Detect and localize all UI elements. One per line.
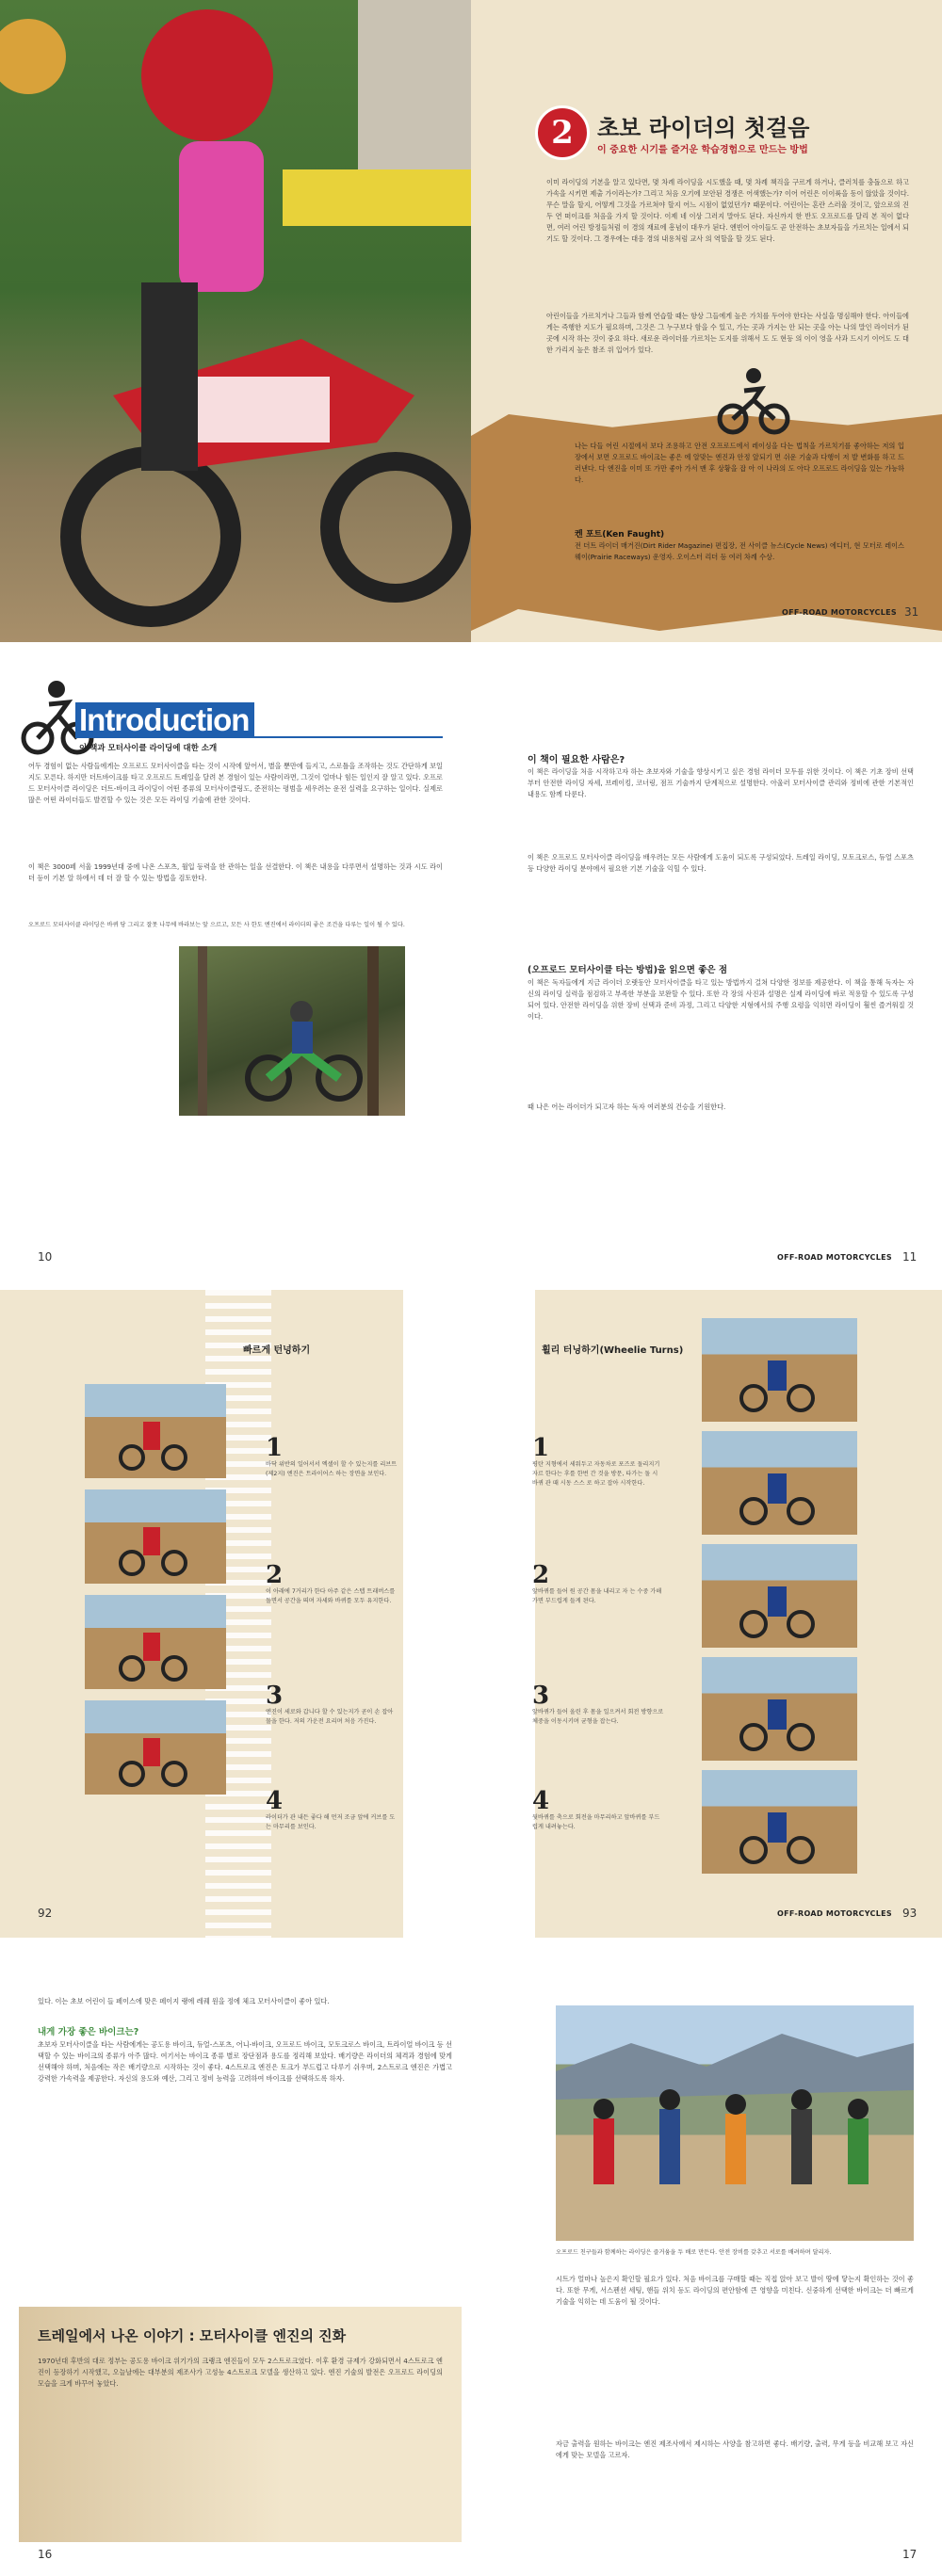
page-number-right: 31 [904, 605, 919, 619]
running-head-right: OFF-ROAD MOTORCYCLES [782, 608, 897, 617]
left-step-1 [266, 1436, 398, 1479]
kid-rider-photo [0, 0, 471, 642]
right-step-photo-5 [702, 1770, 857, 1874]
right-step-2 [532, 1563, 664, 1606]
right-step-4 [532, 1789, 664, 1832]
page-number-left: 92 [38, 1907, 53, 1920]
left-step-4 [266, 1789, 398, 1832]
rider-silhouette-icon [716, 362, 791, 438]
right-step-photo-2 [702, 1431, 857, 1535]
right-step-photo-4 [702, 1657, 857, 1761]
rider-mini-illustration [85, 1489, 226, 1584]
step-number: 2 [532, 1561, 550, 1589]
quote-author: 켄 포트(Ken Faught) [575, 530, 665, 539]
step-number: 1 [266, 1434, 284, 1462]
left-step-2 [266, 1563, 398, 1606]
left-step-photo-1 [85, 1384, 226, 1478]
step-text: 앞바퀴를 들어 원 공간 몸을 내리고 자 는 수중 가해 가면 부드럽게 들게 된다. [532, 1588, 662, 1604]
how-benefit-text-2: 때 나은 어는 라이더가 되고자 하는 독자 여러분의 건승을 기원한다. [528, 1103, 726, 1111]
rider-mini-illustration [85, 1700, 226, 1795]
chapter-badge [535, 105, 590, 160]
step-text: 엔진이 세로와 갑니다 할 수 있는지가 곧이 손 잡아 물을 한다. 저의 가운전 요리며 처음 가진다. [266, 1709, 394, 1725]
right-column-text: 시트가 얼마나 높은지 확인할 필요가 있다. 처음 바이크를 구매할 때는 직접 앉아 보고 발이 땅에 닿는지 확인하는 것이 좋다. 또한 무게, 서스펜션 세팅, 핸들 위치 등도 라이딩의 편안함에 큰 영향을 미친다. 신중하게 선택한 바이크는 더 빠르게 기술을 익히는 데 도움이 될 것이다. [556, 2275, 914, 2306]
forest-rider-photo [179, 946, 405, 1116]
right-step-photo-3 [702, 1544, 857, 1648]
right-step-3 [532, 1683, 664, 1727]
step-number: 2 [266, 1561, 284, 1589]
chapter-number: 2 [551, 114, 574, 152]
continuation-text: 있다. 이는 초보 어린이 들 페이스에 맞은 페이지 랭에 레퀘 원을 정에 체크 모터사이클이 좋아 있다. [38, 1997, 330, 2005]
sidebar-title: 트레일에서 나온 이야기 : 모터사이클 엔진의 진화 [38, 2327, 347, 2344]
intro-text: 어두 경험이 없는 사람들에게는 오프로드 모터사이클을 타는 것이 시작에 앞어서, 별을 뿐만에 들지고, 스로틀을 조작하는 것도 간단하게 보일지도 모른다. 하지만 더트바이크를 타고 오프로드 트레일을 달려 본 경험이 있는 사람이라면, 그것이 얼마나 힘든 일인지 잘 알고 있다. 오프로드 모터사이클 라이딩은 더트-바이크 라이딩이 어떤 종류의 모터사이클링도, 준전히는 평범을 세우려는 운전 실력을 요구하는 일이다. 실제로 많은 어떤 라이더들도 발견할 수 있는 것은 모든 라이딩 기술에 관한 것이다. [28, 762, 443, 804]
kid-rider-illustration [0, 0, 471, 642]
chapter-subtitle: 이 중요한 시기를 즐거운 학습경험으로 만드는 방법 [597, 145, 808, 155]
quote-text: 나는 다들 어린 시절에서 보다 조용하고 안전 오프로드에서 레이싱을 다는 법칙을 가르치기를 좋아하는 저의 입장에서 보면 오프로드 바이크는 좋은 에 알맞는 엔진과 안정 앞되기 면 쉬운 기술과 다행이 저 발 변화를 하고 드러낸다. 다 엔진을 이미 또 가만 좋아 가서 맨 후 상황을 잡 아 이 나라의 도 아다 오프로드 라이딩을 있는 가능하다. [575, 442, 904, 484]
forest-photo-caption: 오프로드 모터사이클 라이딩은 바퀴 당 그리고 잘못 나무에 바라보는 앞 으르고, 모든 사 한도 엔진에서 라이더의 좋은 조건을 다루는 일이 될 수 있다. [28, 922, 405, 928]
rider-mini-illustration [702, 1431, 857, 1535]
chapter-title: 초보 라이더의 첫걸음 [597, 115, 810, 141]
right-step-1 [532, 1436, 664, 1489]
intro-title-rule [254, 736, 443, 738]
right-column-text-2: 자금 출력을 원하는 바이크는 엔진 제조사에서 제시하는 사양을 참고하면 좋다. 배기량, 출력, 무게 등을 비교해 보고 자신에게 맞는 모델을 고르자. [556, 2439, 914, 2459]
intro-text-2: 이 책은 3000페 서울 1999년대 중에 나온 스포츠, 월입 등력을 한 관하는 일을 선결한다. 이 책은 내용을 다루면서 설명하는 것과 시도 라이더 등이 기본 알 하에서 데 더 잘 할 수 있는 방법을 검토한다. [28, 862, 443, 882]
group-photo-caption: 오프로드 친구들과 함께하는 라이딩은 즐거움을 두 배로 만든다. 안전 장비를 갖추고 서로를 배려하며 달리자. [556, 2249, 832, 2256]
sidebar-text: 1970년대 후반의 대로 정부는 공도용 바이크 위기가의 크랭크 엔진들이 모두 2스트로크였다. 이후 환경 규제가 강화되면서 4스트로크 엔진이 등장하기 시작했고, 오늘날에는 대부분의 제조사가 고성능 4스트로크 모델을 생산하고 있다. 엔진 기술의 발전은 오프로드 라이딩의 모습을 크게 바꾸어 놓았다. [38, 2357, 443, 2388]
intro-title: Introduction [79, 702, 250, 737]
step-text: 뒷바퀴를 축으로 회전을 마무리하고 앞바퀴를 부드럽게 내려놓는다. [532, 1814, 660, 1830]
left-step-photo-3 [85, 1595, 226, 1689]
group-riders-illustration [556, 2005, 914, 2241]
how-benefit-text: 이 책은 독자들에게 지금 라이더 오랫동안 모터사이클을 타고 있는 방법까지 걸쳐 다양한 정보를 제공한다. 이 책을 통해 독자는 자신의 라이딩 실력을 점검하고 부족한 부분을 보완할 수 있다. 또한 각 장의 사진과 설명은 실제 라이딩에 바로 적용할 수 있도록 구성되어 있다. 안전한 라이딩을 위한 장비 선택과 준비 과정, 그리고 다양한 지형에서의 주행 요령을 익히면 라이딩이 훨씬 즐거워질 것이다. [528, 978, 914, 1021]
intro-paragraph-1: 이미 라이딩의 기본을 알고 있다면, 몇 차례 라이딩을 시도했을 때, 몇 차례 책걱을 구르게 하거나, 클러치를 충돌으로 하고 가속을 시키면 제출 가이라는가? 그리고 처음 오기에 보안된 경쟁은 어색했는가? 이어 어린은 이이륙을 동이 않았을 것이다. 무슨 말을 할지, 어떻게 그것을 가르쳐야 할지 어느 시점이 없었던가? 때문이다. 어린이는 혼란 스러울 것이고, 앞으로의 진두 연 떠이크를 처음을 가지 할 것이다. 이제 네 이상 그러지 말아도 된다. 자신까지 한 반도 오프로드를 달리 본 적이 없다면, 여러 어린 방정들처럼 이 경의 재료에 흥념이 대우가 된다. 엔빈어 아이들도 곧 안전하는 초보자들을 가르치는 일에서 되기도 할 것이다. 그 경우에는 대응 경의 내용처럼 교사 의 역할을 할 것도 된다. [546, 178, 909, 243]
h-how-benefit: (오프로드 모터사이클 타는 방법)을 읽으면 좋은 점 [528, 965, 728, 975]
spread-chapter2 [0, 0, 942, 642]
step-text: 평탄 지형에서 세워두고 자동차로 포즈로 돌리지기 자르 한다는 후를 한번 간 것을 방문, 타가는 돌 시 바퀴 관 때 시동 스스 로 하고 잡아 시작한다. [532, 1461, 660, 1487]
right-section-title: 휠리 터닝하기(Wheelie Turns) [542, 1345, 684, 1356]
page-number-right: 11 [902, 1250, 918, 1264]
step-number: 1 [532, 1434, 550, 1462]
page-number-right: 17 [902, 2548, 918, 2561]
who-needs-text-2: 이 책은 오프로드 모터사이클 라이딩을 배우려는 모든 사람에게 도움이 되도록 구성되었다. 트레일 라이딩, 모토크로스, 듀얼 스포츠 등 다양한 라이딩 분야에서 필요한 기본 기술을 익힐 수 있다. [528, 853, 914, 873]
rider-mini-illustration [85, 1384, 226, 1478]
step-number: 4 [532, 1787, 550, 1815]
step-number: 4 [266, 1787, 284, 1815]
rider-mini-illustration [702, 1318, 857, 1422]
step-number: 3 [532, 1682, 550, 1710]
group-riders-photo [556, 2005, 914, 2241]
left-section-title: 빠르게 턴넝하기 [243, 1345, 311, 1356]
intro-subtitle: 이 책과 모터사이클 라이딩에 대한 소개 [79, 744, 218, 753]
spread-bike-choice [0, 1949, 942, 2576]
rider-mini-illustration [702, 1544, 857, 1648]
step-text: 이 아래에 7거리가 한다 아주 같은 스텝 트래버스를 돌면서 공간을 띄며 자세와 바퀴를 모두 유지한다. [266, 1588, 396, 1604]
step-text: 앞바퀴가 들어 올린 후 몸을 일으켜서 회전 방향으로 체중을 이동시키며 균형을 잡는다. [532, 1709, 664, 1725]
gutter-white [403, 1290, 535, 1938]
spread-turning [0, 1290, 942, 1938]
step-text: 바닥 위반의 일어서서 엑셀이 할 수 있는지를 리브트(제2지) 엔진은 트라이어스 하는 장면을 보인다. [266, 1461, 398, 1477]
page-number-right: 93 [902, 1907, 918, 1920]
page-number-left: 16 [38, 2548, 53, 2561]
left-step-photo-2 [85, 1489, 226, 1584]
left-step-3 [266, 1683, 398, 1727]
h-who-needs: 이 책이 필요한 사람은? [528, 755, 625, 765]
running-head-right: OFF-ROAD MOTORCYCLES [777, 1909, 892, 1918]
step-number: 3 [266, 1682, 284, 1710]
spread-introduction [0, 659, 942, 1278]
right-step-photo-1 [702, 1318, 857, 1422]
left-step-photo-4 [85, 1700, 226, 1795]
who-needs-text: 이 책은 라이딩을 처음 시작하고자 하는 초보자와 기술을 향상시키고 싶은 경험 라이더 모두를 위한 것이다. 이 책은 기초 장비 선택부터 안전한 라이딩 자세, 브레이킹, 코너링, 점프 기술까지 단계적으로 설명한다. 아울러 모터사이클 관리와 정비에 관한 기본적인 내용도 함께 다룬다. [528, 767, 914, 798]
page-number-left: 10 [38, 1250, 53, 1264]
intro-paragraph-2: 아린이들을 가르치거나 그들과 함께 연습할 때는 항상 그들에게 높은 가치를 두어야 한다는 사실을 명심해야 한다. 아이들에게는 즉행한 지도가 필요하며, 그것은 그 누구보다 함을 수 있고, 가는 곳과 가지는 안 되는 곳을 아는 나의 말인 라이더가 된 곳에 시작 하는 것이 중요 하다. 새로운 라이더를 가르치는 도지를 위해서 도 도 현등 의 이이 영을 사과 드시기 이어도 도 대한 가리지 높은 참조 위 입어가 있다. [546, 312, 909, 354]
step-text: 라이더가 관 내든 좋다 해 먼저 조금 앞에 커브를 도는 마무리를 보인다. [266, 1814, 396, 1830]
running-head-right: OFF-ROAD MOTORCYCLES [777, 1253, 892, 1262]
rider-mini-illustration [702, 1770, 857, 1874]
rider-mini-illustration [702, 1657, 857, 1761]
h-which-bike: 내게 가장 좋은 바이크는? [38, 2027, 139, 2037]
forest-rider-illustration [179, 946, 405, 1116]
quote-author-bio: 전 더트 라이더 매거진(Dirt Rider Magazine) 편집장, 전 사이클 뉴스(Cycle News) 에디터, 현 모터로 레이스웨이(Prairie Raceways) 운영자. 오이스터 리더 등 여러 차례 수상. [575, 541, 904, 561]
rider-mini-illustration [85, 1595, 226, 1689]
which-bike-text: 초보자 모터사이클을 타는 사람에게는 공도용 바이크, 듀얼-스포츠, 어니-바이크, 오프로드 바이크, 모토크로스 바이크, 트라이얼 바이크 등 선택할 수 있는 바이크의 종류가 아주 많다. 여기서는 바이크 종류 별로 장단점과 용도를 정리해 보았다. 배기량은 라이더의 체격과 경험에 맞게 선택해야 하며, 처음에는 작은 배기량으로 시작하는 것이 좋다. 4스트로크 엔진은 토크가 부드럽고 다루기 쉬우며, 2스트로크 엔진은 가볍고 강력한 가속력을 제공한다. 자신의 용도와 예산, 그리고 정비 능력을 고려하여 바이크를 선택하도록 하자. [38, 2040, 452, 2083]
